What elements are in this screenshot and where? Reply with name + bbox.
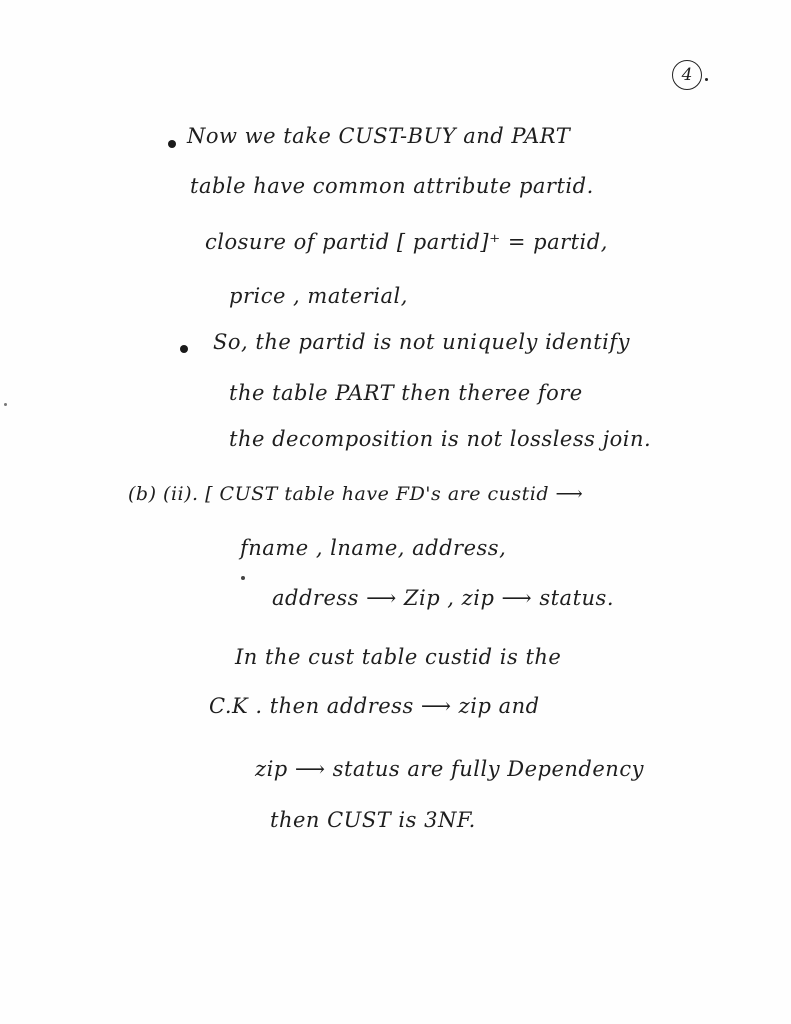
text-line-10: address ⟶ Zip , zip ⟶ status. <box>272 586 614 610</box>
stray-dot <box>241 576 245 580</box>
text-line-7: the decomposition is not lossless join. <box>229 427 652 451</box>
page-number-dot <box>705 78 708 81</box>
edge-mark <box>4 403 7 406</box>
text-line-4: price , material, <box>229 284 408 308</box>
text-line-12: C.K . then address ⟶ zip and <box>209 694 540 718</box>
text-line-9: fname , lname, address, <box>240 536 507 560</box>
text-line-5: So, the partid is not uniquely identify <box>213 330 630 354</box>
bullet-point <box>180 345 188 353</box>
text-line-8: (b) (ii). [ CUST table have FD's are custid ⟶ <box>128 483 584 505</box>
bullet-point <box>168 140 176 148</box>
text-line-6: the table PART then theree fore <box>229 381 583 405</box>
page-number: 4 <box>672 60 702 90</box>
text-line-3: closure of partid [ partid]⁺ = partid, <box>205 230 608 254</box>
text-line-13: zip ⟶ status are fully Dependency <box>255 757 644 781</box>
text-line-1: Now we take CUST-BUY and PART <box>187 124 571 148</box>
text-line-14: then CUST is 3NF. <box>270 808 476 832</box>
text-line-11: In the cust table custid is the <box>235 645 562 669</box>
text-line-2: table have common attribute partid. <box>190 174 594 198</box>
